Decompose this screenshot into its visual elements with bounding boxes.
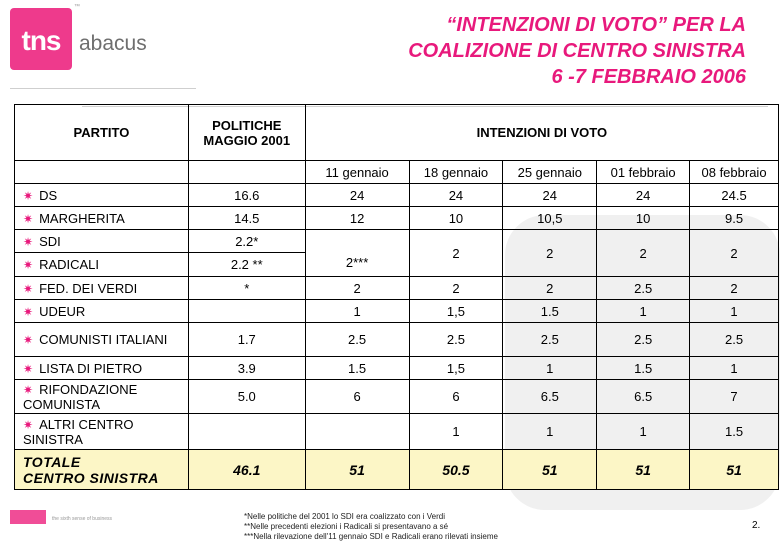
vote-value: 12 [305,207,409,230]
title-line-2: COALIZIONE DI CENTRO SINISTRA [408,40,746,62]
tns-logo [10,8,72,70]
table-row [15,207,779,230]
header-party: PARTITO [15,105,189,161]
footnotes [244,512,498,542]
politiche-value: 14.5 [188,207,305,230]
total-politiche: 46.1 [188,450,305,490]
party-cell [15,300,189,323]
table-row [15,277,779,300]
empty-header-cell [188,161,305,184]
party-cell [15,414,189,450]
date-header: 01 febbraio [597,161,690,184]
vote-value: 1 [503,414,597,450]
table-row [15,357,779,380]
politiche-value: 2.2* [188,230,305,253]
asterisk-bullet-icon: ✷ [23,281,34,296]
title-line-1: “INTENZIONI DI VOTO” PER LA [446,14,746,36]
politiche-value: 3.9 [188,357,305,380]
page-title [408,12,746,90]
vote-value: 1.5 [305,357,409,380]
asterisk-bullet-icon: ✷ [23,361,34,376]
vote-value: 2 [597,230,690,277]
party-cell [15,230,189,253]
logo-trademark: ™ [74,4,80,10]
party-cell [15,207,189,230]
empty-header-cell [15,161,189,184]
vote-value: 1 [305,300,409,323]
asterisk-bullet-icon: ✷ [23,382,34,397]
vote-value: 24 [503,184,597,207]
party-label: LISTA DI PIETRO [39,360,143,376]
date-header: 08 febbraio [690,161,779,184]
logo-divider [10,88,196,89]
asterisk-bullet-icon: ✷ [23,333,34,347]
party-label: RIFONDAZIONE COMUNISTA [23,381,138,412]
party-cell [15,357,189,380]
vote-value: 1 [597,300,690,323]
party-label: MARGHERITA [39,210,125,226]
vote-value: 1 [690,357,779,380]
vote-value: 2 [305,277,409,300]
vote-value: 2 [690,277,779,300]
vote-value [305,414,409,450]
vote-value: 2 [503,277,597,300]
vote-value: 7 [690,380,779,414]
vote-value: 1.5 [503,300,597,323]
date-header: 25 gennaio [503,161,597,184]
vote-value: 24 [597,184,690,207]
footer-logo-bar [10,510,46,524]
header-intenzioni: INTENZIONI DI VOTO [305,105,778,161]
vote-value: 1,5 [409,357,503,380]
vote-value: 10 [597,207,690,230]
asterisk-bullet-icon: ✷ [23,417,34,432]
vote-value: 1,5 [409,300,503,323]
vote-value: 6 [305,380,409,414]
vote-value: 6.5 [503,380,597,414]
vote-value: 1 [690,300,779,323]
vote-value: 2 [690,230,779,277]
logo-tagline: the sixth sense of business [52,516,113,522]
party-label: DS [39,187,58,203]
table-row [15,184,779,207]
table-row [15,414,779,450]
total-value: 51 [597,450,690,490]
vote-value: 2.5 [503,323,597,357]
vote-value: 2.5 [597,323,690,357]
date-header: 11 gennaio [305,161,409,184]
footnote: **Nelle precedenti elezioni i Radicali si presentavano a sé [244,522,449,531]
title-line-3: 6 -7 FEBBRAIO 2006 [551,66,746,88]
vote-value: 10 [409,207,503,230]
vote-value: 6.5 [597,380,690,414]
politiche-value: 16.6 [188,184,305,207]
vote-value: 2.5 [305,323,409,357]
party-cell [15,184,189,207]
party-label: UDEUR [39,303,86,319]
asterisk-bullet-icon: ✷ [23,211,34,226]
asterisk-bullet-icon: ✷ [23,234,34,249]
asterisk-bullet-icon: ✷ [23,304,34,319]
politiche-value: 2.2 ** [188,253,305,277]
vote-value: 24.5 [690,184,779,207]
page-number: 2. [752,520,761,531]
vote-value: 2 [409,230,503,277]
politiche-value [188,414,305,450]
politiche-value: 5.0 [188,380,305,414]
footnote: ***Nella rilevazione dell'11 gennaio SDI e Radicali erano rilevati insieme [244,532,498,541]
politiche-value: 1.7 [188,323,305,357]
vote-value: 1 [597,414,690,450]
party-label: COMUNISTI ITALIANI [39,332,168,347]
logo-mark: tns [21,25,61,56]
table-row [15,380,779,414]
total-label-line-1: TOTALE [23,453,81,470]
logo-name: abacus [79,32,147,55]
vote-value: 1 [503,357,597,380]
vote-value: 24 [305,184,409,207]
vote-value: 6 [409,380,503,414]
date-header: 18 gennaio [409,161,503,184]
party-label: FED. DEI VERDI [39,280,138,296]
table-row [15,323,779,357]
vote-value: 10,5 [503,207,597,230]
vote-value: 9.5 [690,207,779,230]
vote-value: 2.5 [597,277,690,300]
total-label-line-2: CENTRO SINISTRA [23,469,159,486]
total-value: 51 [305,450,409,490]
asterisk-bullet-icon: ✷ [23,258,34,272]
party-cell [15,277,189,300]
votes-table [14,104,779,490]
vote-value: 2*** [305,230,409,277]
party-label: ALTRI CENTRO SINISTRA [23,416,134,447]
vote-value: 1.5 [690,414,779,450]
vote-value: 2 [503,230,597,277]
total-label [15,450,189,490]
vote-value: 1 [409,414,503,450]
politiche-value [188,300,305,323]
table-row [15,230,779,253]
total-value: 51 [503,450,597,490]
vote-value: 2.5 [690,323,779,357]
header-politiche: POLITICHE MAGGIO 2001 [188,105,305,161]
party-cell [15,323,189,357]
party-cell [15,253,189,277]
party-label: RADICALI [39,257,100,272]
footnote: *Nelle politiche del 2001 lo SDI era coalizzato con i Verdi [244,512,446,521]
table-row [15,300,779,323]
total-value: 51 [690,450,779,490]
party-label: SDI [39,233,61,249]
vote-value: 2 [409,277,503,300]
vote-value: 24 [409,184,503,207]
vote-value: 2.5 [409,323,503,357]
party-cell [15,380,189,414]
politiche-value: * [188,277,305,300]
asterisk-bullet-icon: ✷ [23,188,34,203]
vote-value: 1.5 [597,357,690,380]
total-value: 50.5 [409,450,503,490]
